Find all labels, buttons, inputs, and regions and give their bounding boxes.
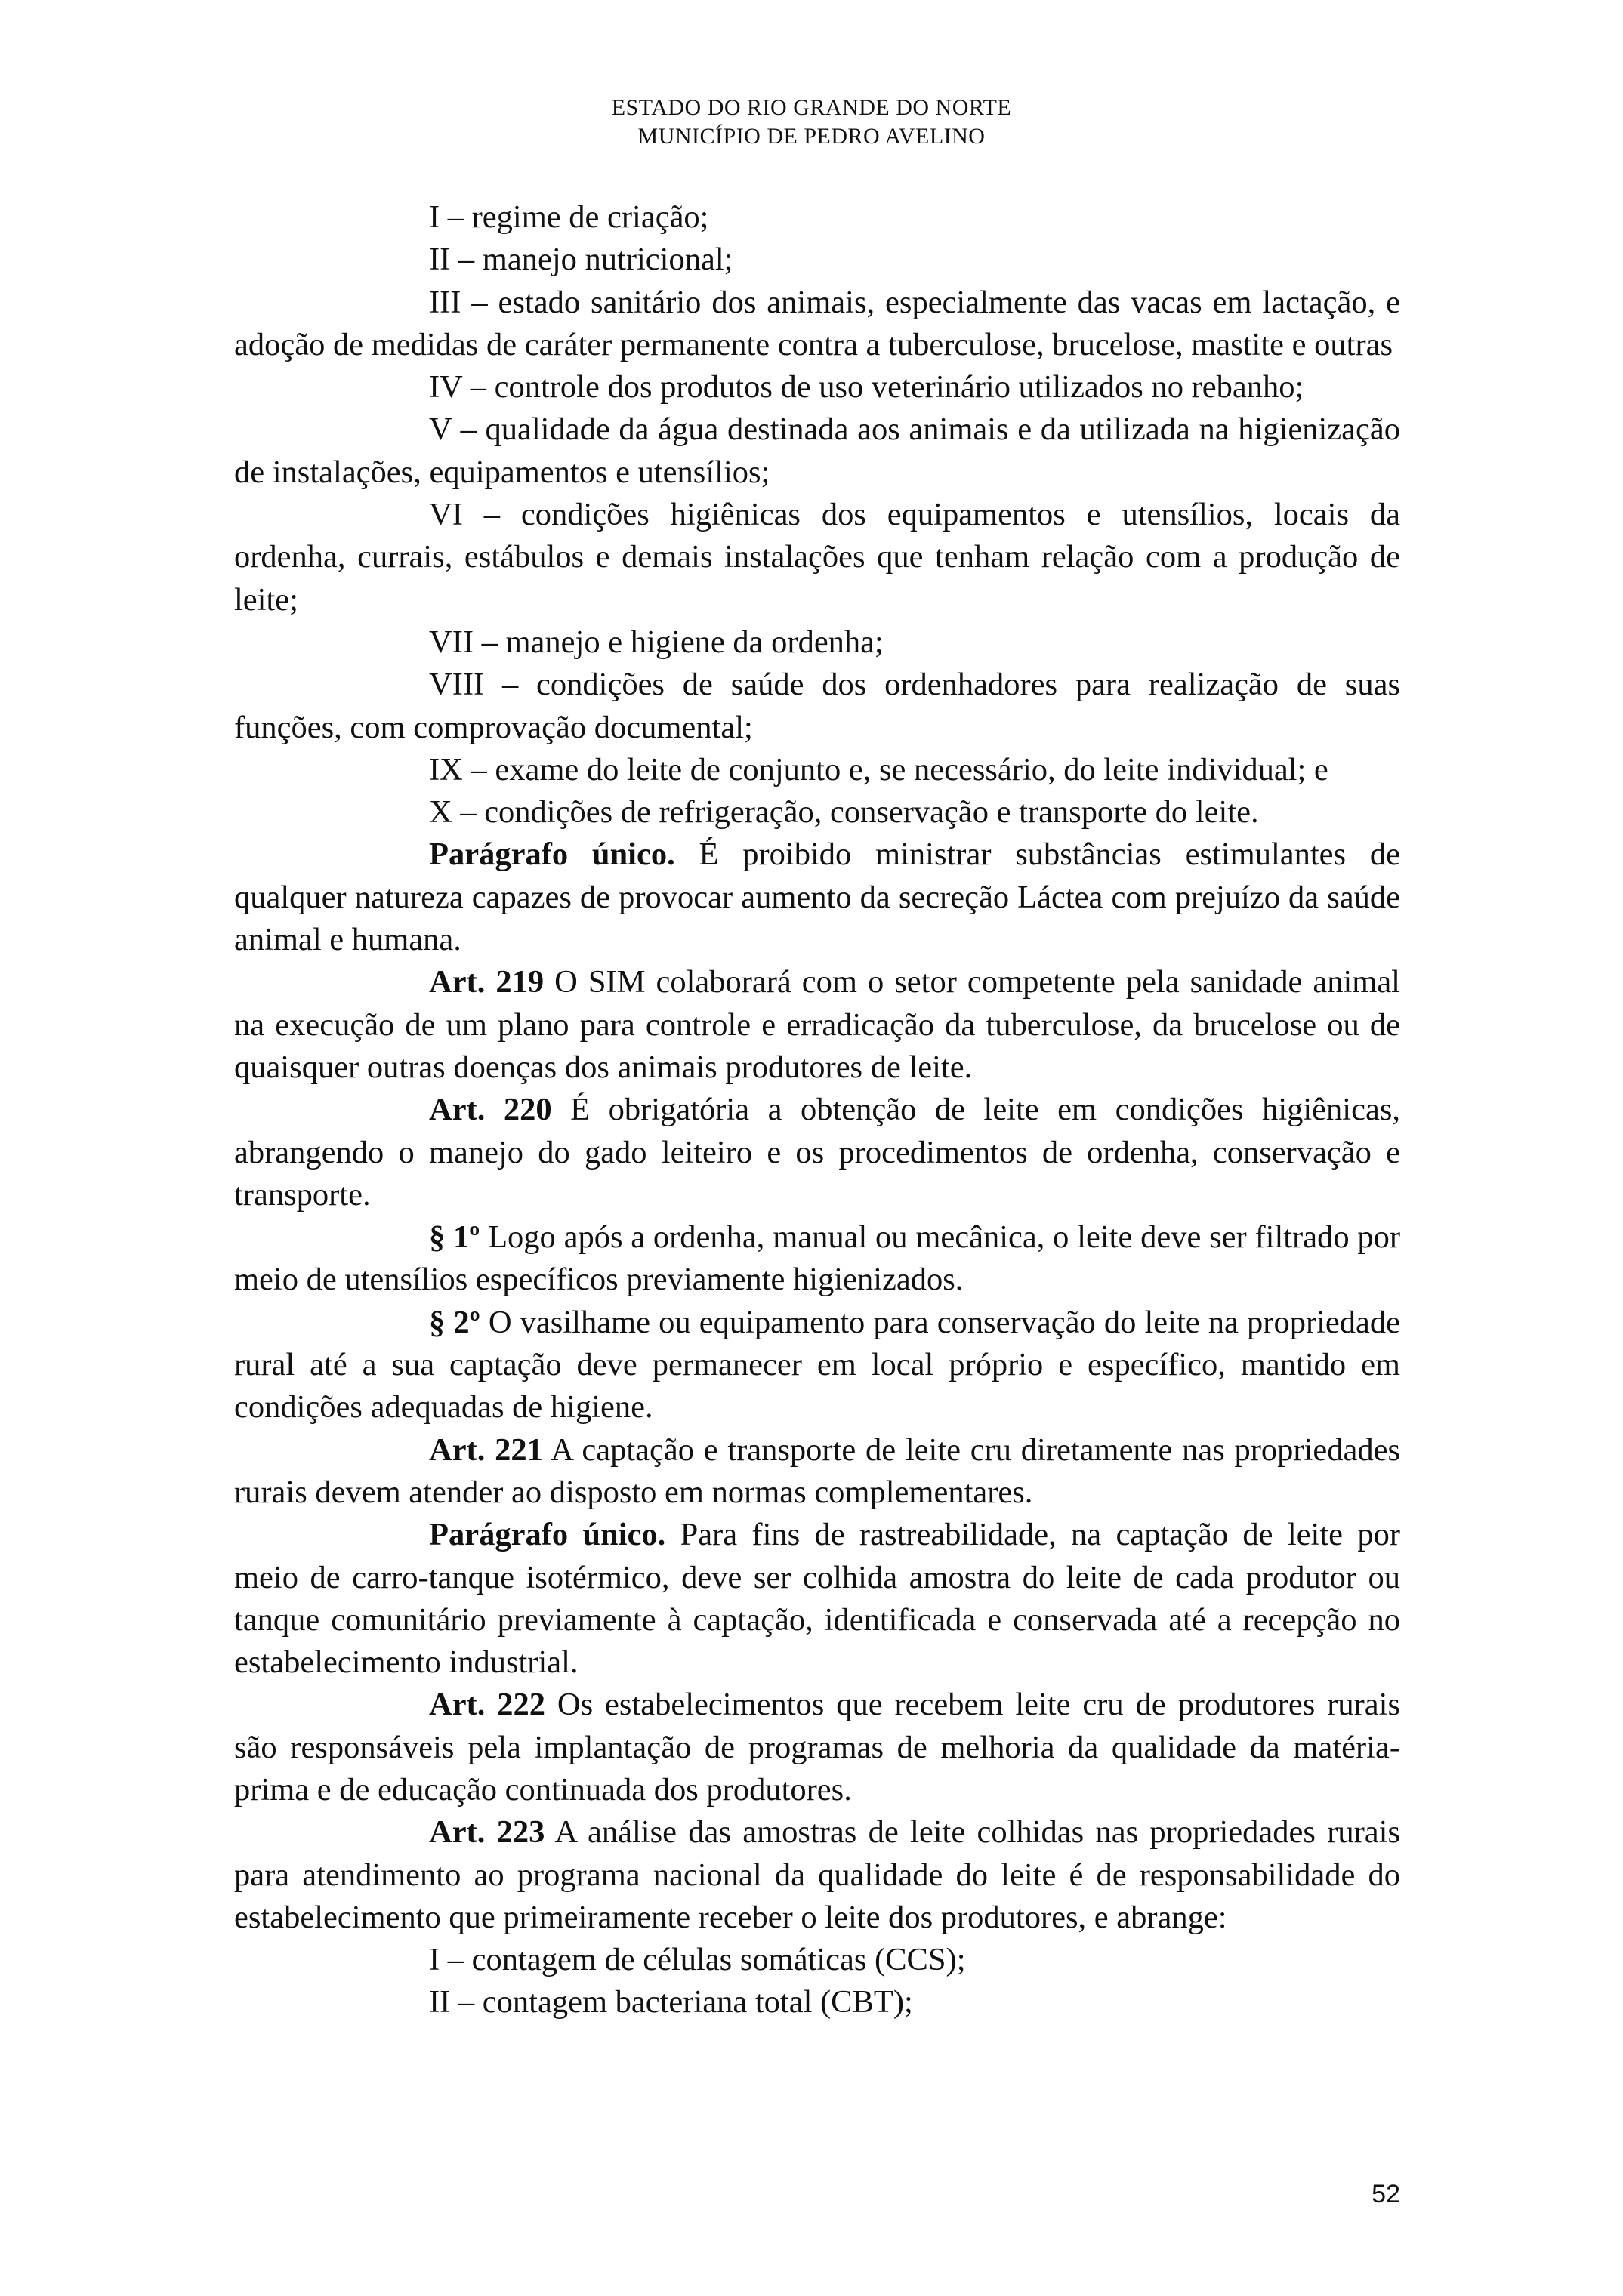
paragraph <box>234 1216 1400 1302</box>
paragraph-heading: Parágrafo único. <box>429 837 675 873</box>
paragraph-text: Para fins de rastreabilidade, na captação de leite por meio de carro-tanque isotérmico, deve ser colhida amostra do leite de cada produtor ou tanque comunitário previamente à captação, identificada e conservada até a recepção no estabelecimento industrial. <box>234 1517 1400 1681</box>
header-municipality: MUNICÍPIO DE PEDRO AVELINO <box>637 124 986 149</box>
paragraph <box>234 1514 1400 1684</box>
paragraph <box>234 1811 1400 1939</box>
paragraph-text: V – qualidade da água destinada aos animais e da utilizada na higienização de instalações, equipamentos e utensílios; <box>234 411 1400 490</box>
paragraph-text: IV – controle dos produtos de uso veterinário utilizados no rebanho; <box>429 369 1304 405</box>
paragraph-text: Os estabelecimentos que recebem leite cru de produtores rurais são responsáveis pela implantação de programas de melhoria da qualidade da matéria-prima e de educação continuada dos produtores. <box>234 1687 1401 1808</box>
paragraph-heading: § 2º <box>429 1304 480 1340</box>
paragraph <box>234 1302 1400 1429</box>
paragraph <box>234 494 1400 621</box>
paragraph-text: III – estado sanitário dos animais, especialmente das vacas em lactação, e adoção de medidas de caráter permanente contra a tuberculose, brucelose, mastite e outras <box>234 284 1400 362</box>
paragraph <box>234 621 1400 664</box>
paragraph-heading: Art. 220 <box>429 1092 552 1128</box>
paragraph-heading: Art. 219 <box>429 964 545 1000</box>
paragraph <box>234 791 1400 834</box>
paragraph-heading: Parágrafo único. <box>429 1517 666 1553</box>
paragraph-heading: Art. 222 <box>429 1687 545 1723</box>
paragraph-text: A análise das amostras de leite colhidas nas propriedades rurais para atendimento ao programa nacional da qualidade do leite é de responsabilidade do estabelecimento que primeiramente receber o leite dos produtores, e abrange: <box>234 1814 1400 1935</box>
paragraph-text: O vasilhame ou equipamento para conservação do leite na propriedade rural até a sua captação deve permanecer em local próprio e específico, mantido em condições adequadas de higiene. <box>234 1304 1401 1425</box>
paragraph <box>234 196 1400 239</box>
paragraph-heading: Art. 223 <box>429 1814 545 1851</box>
paragraph-text: VI – condições higiênicas dos equipamentos e utensílios, locais da ordenha, currais, estábulos e demais instalações que tenham relação com a produção de leite; <box>234 497 1400 618</box>
paragraph-text: II – contagem bacteriana total (CBT); <box>429 1984 913 2020</box>
paragraph <box>234 1429 1400 1515</box>
paragraph-text: O SIM colaborará com o setor competente pela sanidade animal na execução de um plano para controle e erradicação da tuberculose, da brucelose ou de quaisquer outras doenças dos animais produtores de leite. <box>234 964 1400 1085</box>
document-body <box>234 196 1400 2024</box>
paragraph-text: A captação e transporte de leite cru diretamente nas propriedades rurais devem atender ao disposto em normas complementares. <box>234 1432 1400 1510</box>
paragraph <box>234 1684 1400 1811</box>
paragraph-text: I – regime de criação; <box>429 199 709 235</box>
paragraph <box>234 282 1400 367</box>
paragraph-text: X – condições de refrigeração, conservação e transporte do leite. <box>429 794 1259 831</box>
paragraph-text: É obrigatória a obtenção de leite em condições higiênicas, abrangendo o manejo do gado leiteiro e os procedimentos de ordenha, conservação e transporte. <box>234 1092 1400 1213</box>
paragraph <box>234 1089 1400 1216</box>
paragraph <box>234 834 1400 961</box>
paragraph-text: VII – manejo e higiene da ordenha; <box>429 624 884 660</box>
paragraph-text: Logo após a ordenha, manual ou mecânica, o leite deve ser filtrado por meio de utensílios específicos previamente higienizados. <box>234 1219 1401 1298</box>
paragraph-heading: Art. 221 <box>429 1432 543 1468</box>
paragraph-heading: § 1º <box>429 1219 480 1256</box>
paragraph <box>234 366 1400 408</box>
paragraph <box>234 961 1400 1089</box>
document-header <box>0 94 1623 151</box>
paragraph <box>234 408 1400 494</box>
page-number: 52 <box>1372 2180 1400 2208</box>
paragraph-text: VIII – condições de saúde dos ordenhadores para realização de suas funções, com comprovação documental; <box>234 667 1400 745</box>
paragraph <box>234 749 1400 791</box>
header-state: ESTADO DO RIO GRANDE DO NORTE <box>611 95 1012 120</box>
paragraph-text: I – contagem de células somáticas (CCS); <box>429 1942 966 1978</box>
paragraph <box>234 664 1400 749</box>
paragraph-text: II – manejo nutricional; <box>429 242 733 278</box>
paragraph-text: É proibido ministrar substâncias estimulantes de qualquer natureza capazes de provocar aumento da secreção Láctea com prejuízo da saúde animal e humana. <box>234 837 1400 958</box>
paragraph <box>234 1981 1400 2023</box>
paragraph <box>234 1939 1400 1981</box>
paragraph-text: IX – exame do leite de conjunto e, se necessário, do leite individual; e <box>429 751 1328 787</box>
paragraph <box>234 239 1400 281</box>
